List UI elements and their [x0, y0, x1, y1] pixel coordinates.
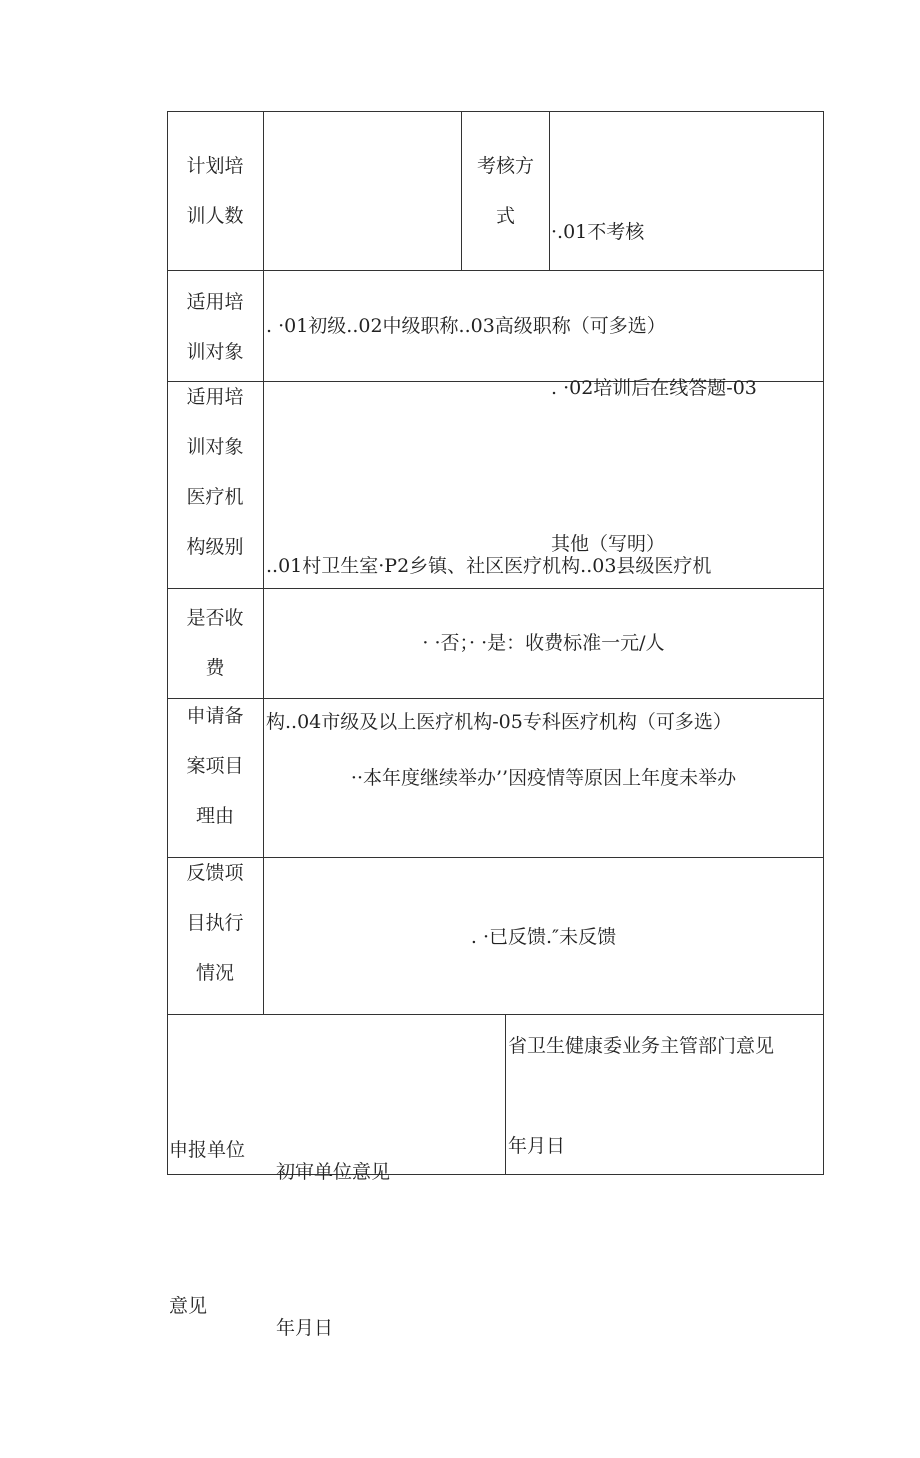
applicant-opinion-line2: 意见	[169, 1295, 208, 1317]
target-options: . ·01初级..02中级职称..03高级职称（可多选）	[266, 315, 666, 337]
assessment-option-line2: . ·02培训后在线答题-03	[551, 377, 757, 399]
reason-options: ··本年度继续举办’’因疫情等原因上年度未举办	[350, 767, 737, 789]
institution-level-label	[167, 372, 263, 572]
reason-label-line1: 申请备	[186, 705, 244, 727]
applicant-opinion-label	[169, 1020, 245, 1436]
institution-level-option-line2: 构..04市级及以上医疗机构-05专科医疗机构（可多选）	[266, 711, 732, 733]
opinion-column-divider	[505, 1014, 506, 1174]
feedback-label-line2: 目执行	[186, 912, 244, 934]
institution-level-label-line3: 医疗机	[186, 486, 244, 508]
assessment-option-line3: 其他（写明）	[551, 533, 666, 555]
assess-label-divider-right	[549, 111, 550, 270]
table-border-right	[823, 111, 824, 1175]
assessment-label-line2: 式	[495, 205, 515, 227]
trainees-value-cell[interactable]	[264, 112, 461, 270]
institution-level-label-line4: 构级别	[186, 536, 244, 558]
row-divider	[167, 857, 824, 858]
trainees-label-line2: 训人数	[186, 205, 244, 227]
fee-options: · ·否；· ·是：收费标准一元/人	[422, 632, 665, 654]
table-border-bottom	[167, 1174, 824, 1175]
initial-opinion-date: 年月日	[276, 1317, 334, 1339]
fee-label	[167, 593, 263, 693]
fee-label-line2: 费	[205, 657, 225, 679]
target-label-line1: 适用培	[186, 291, 244, 313]
institution-level-label-line2: 训对象	[186, 436, 244, 458]
assessment-label-line1: 考核方	[476, 155, 534, 177]
reason-label-line3: 理由	[195, 805, 234, 827]
applicant-opinion-line1: 申报单位	[169, 1139, 246, 1161]
feedback-label-line3: 情况	[195, 962, 234, 984]
trainees-label	[167, 141, 263, 241]
assessment-option-line1: ·.01不考核	[551, 221, 645, 243]
institution-level-option-line1: ..01村卫生室·P2乡镇、社区医疗机构..03县级医疗机	[266, 555, 712, 577]
initial-opinion-label: 初审单位意见	[276, 1161, 391, 1183]
trainees-label-line1: 计划培	[186, 155, 244, 177]
feedback-label	[167, 848, 263, 998]
target-label-line2: 训对象	[186, 341, 244, 363]
assessment-label	[462, 141, 549, 241]
feedback-label-line1: 反馈项	[186, 862, 244, 884]
province-opinion-date: 年月日	[508, 1135, 566, 1157]
target-label	[167, 277, 263, 377]
initial-opinion-block	[276, 1042, 390, 1458]
feedback-options: . ·已反馈.″未反馈	[470, 926, 617, 948]
fee-label-line1: 是否收	[186, 607, 244, 629]
institution-level-label-line1: 适用培	[186, 386, 244, 408]
province-opinion-label: 省卫生健康委业务主管部门意见	[508, 1035, 775, 1057]
row-divider	[167, 1014, 824, 1015]
reason-label-line2: 案项目	[186, 755, 244, 777]
reason-label	[167, 691, 263, 841]
